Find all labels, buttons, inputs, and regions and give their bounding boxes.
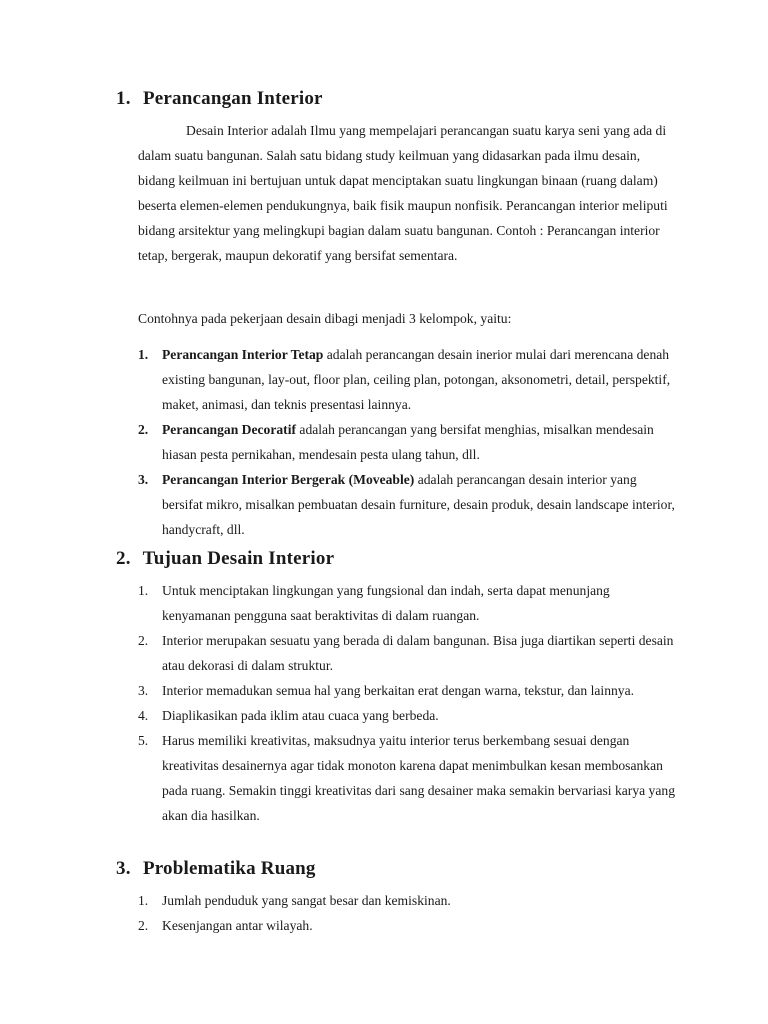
list-item xyxy=(138,417,678,467)
item-text: Jumlah penduduk yang sangat besar dan kemiskinan. xyxy=(162,893,451,908)
item-number: 3. xyxy=(138,683,149,698)
list-item xyxy=(138,628,678,678)
item-number: 2. xyxy=(138,633,149,648)
item-text: adalah perancangan yang bersifat menghias, misalkan mendesain hiasan pesta pernikahan, mendesain pesta ulang tahun, dll. xyxy=(162,422,654,462)
item-number: 5. xyxy=(138,733,149,748)
item-text: adalah perancangan desain interior yang bersifat mikro, misalkan pembuatan desain furniture, desain produk, desain landscape interior, handycraft, dll. xyxy=(162,472,675,537)
heading-title: Tujuan Desain Interior xyxy=(142,548,335,569)
item-text: Harus memiliki kreativitas, maksudnya yaitu interior terus berkembang sesuai dengan kreativitas desainernya agar tidak monoton karena dapat menimbulkan kesan membosankan pada ruang. Semakin tinggi kreativitas dari sang desainer maka semakin bervariasi karya yang akan dia hasilkan. xyxy=(162,733,675,823)
list-item xyxy=(138,342,678,417)
heading-number: 1. xyxy=(116,88,131,109)
item-term: Perancangan Interior Tetap xyxy=(162,347,324,362)
problem-list xyxy=(138,888,678,938)
intro-text: Desain Interior adalah Ilmu yang mempelajari perancangan suatu karya seni yang ada di dalam suatu bangunan. Salah satu bidang study keilmuan yang didasarkan pada ilmu desain, bidang keilmuan ini bertujuan untuk dapat menciptakan suatu lingkungan binaan (ruang dalam) beserta elemen-elemen pendukungnya, baik fisik maupun nonfisik. Perancangan interior meliputi bidang arsitektur yang melingkupi bagian dalam suatu bangunan. Contoh : Perancangan interior tetap, bergerak, maupun dekoratif yang bersifat sementara. xyxy=(138,123,668,263)
heading-number: 2. xyxy=(116,548,131,569)
item-number: 2. xyxy=(138,422,149,437)
item-text: adalah perancangan desain inerior mulai dari merencana denah existing bangunan, lay-out, floor plan, ceiling plan, potongan, aksonometri, detail, perspektif, maket, animasi, dan teknis presentasi lainnya. xyxy=(162,347,671,412)
item-number: 4. xyxy=(138,708,149,723)
list-item xyxy=(138,678,678,703)
item-number: 1. xyxy=(138,583,149,598)
heading-number: 3. xyxy=(116,858,131,879)
design-groups-list xyxy=(138,342,678,542)
section-heading-2 xyxy=(116,548,334,570)
item-term: Perancangan Interior Bergerak (Moveable) xyxy=(162,472,415,487)
item-number: 1. xyxy=(138,347,149,362)
item-number: 3. xyxy=(138,472,149,487)
item-text: Diaplikasikan pada iklim atau cuaca yang berbeda. xyxy=(162,708,439,723)
item-text: Untuk menciptakan lingkungan yang fungsional dan indah, serta dapat menunjang kenyamanan pengguna saat beraktivitas di dalam ruangan. xyxy=(162,583,610,623)
list-item xyxy=(138,467,678,542)
item-text: Interior merupakan sesuatu yang berada di dalam bangunan. Bisa juga diartikan seperti desain atau dekorasi di dalam struktur. xyxy=(162,633,674,673)
item-number: 1. xyxy=(138,893,149,908)
item-text: Kesenjangan antar wilayah. xyxy=(162,918,313,933)
list-item xyxy=(138,913,678,938)
item-term: Perancangan Decoratif xyxy=(162,422,297,437)
heading-title: Perancangan Interior xyxy=(142,88,323,109)
item-number: 2. xyxy=(138,918,149,933)
list-item xyxy=(138,703,678,728)
item-text: Interior memadukan semua hal yang berkaitan erat dengan warna, tekstur, dan lainnya. xyxy=(162,683,635,698)
section-heading-1 xyxy=(116,88,323,110)
list-item xyxy=(138,578,678,628)
purpose-list xyxy=(138,578,678,828)
heading-title: Problematika Ruang xyxy=(142,858,316,879)
section-heading-3 xyxy=(116,858,316,880)
list-item xyxy=(138,728,678,828)
lead-paragraph: Contohnya pada pekerjaan desain dibagi menjadi 3 kelompok, yaitu: xyxy=(138,311,512,326)
list-item xyxy=(138,888,678,913)
intro-paragraph xyxy=(138,118,678,268)
